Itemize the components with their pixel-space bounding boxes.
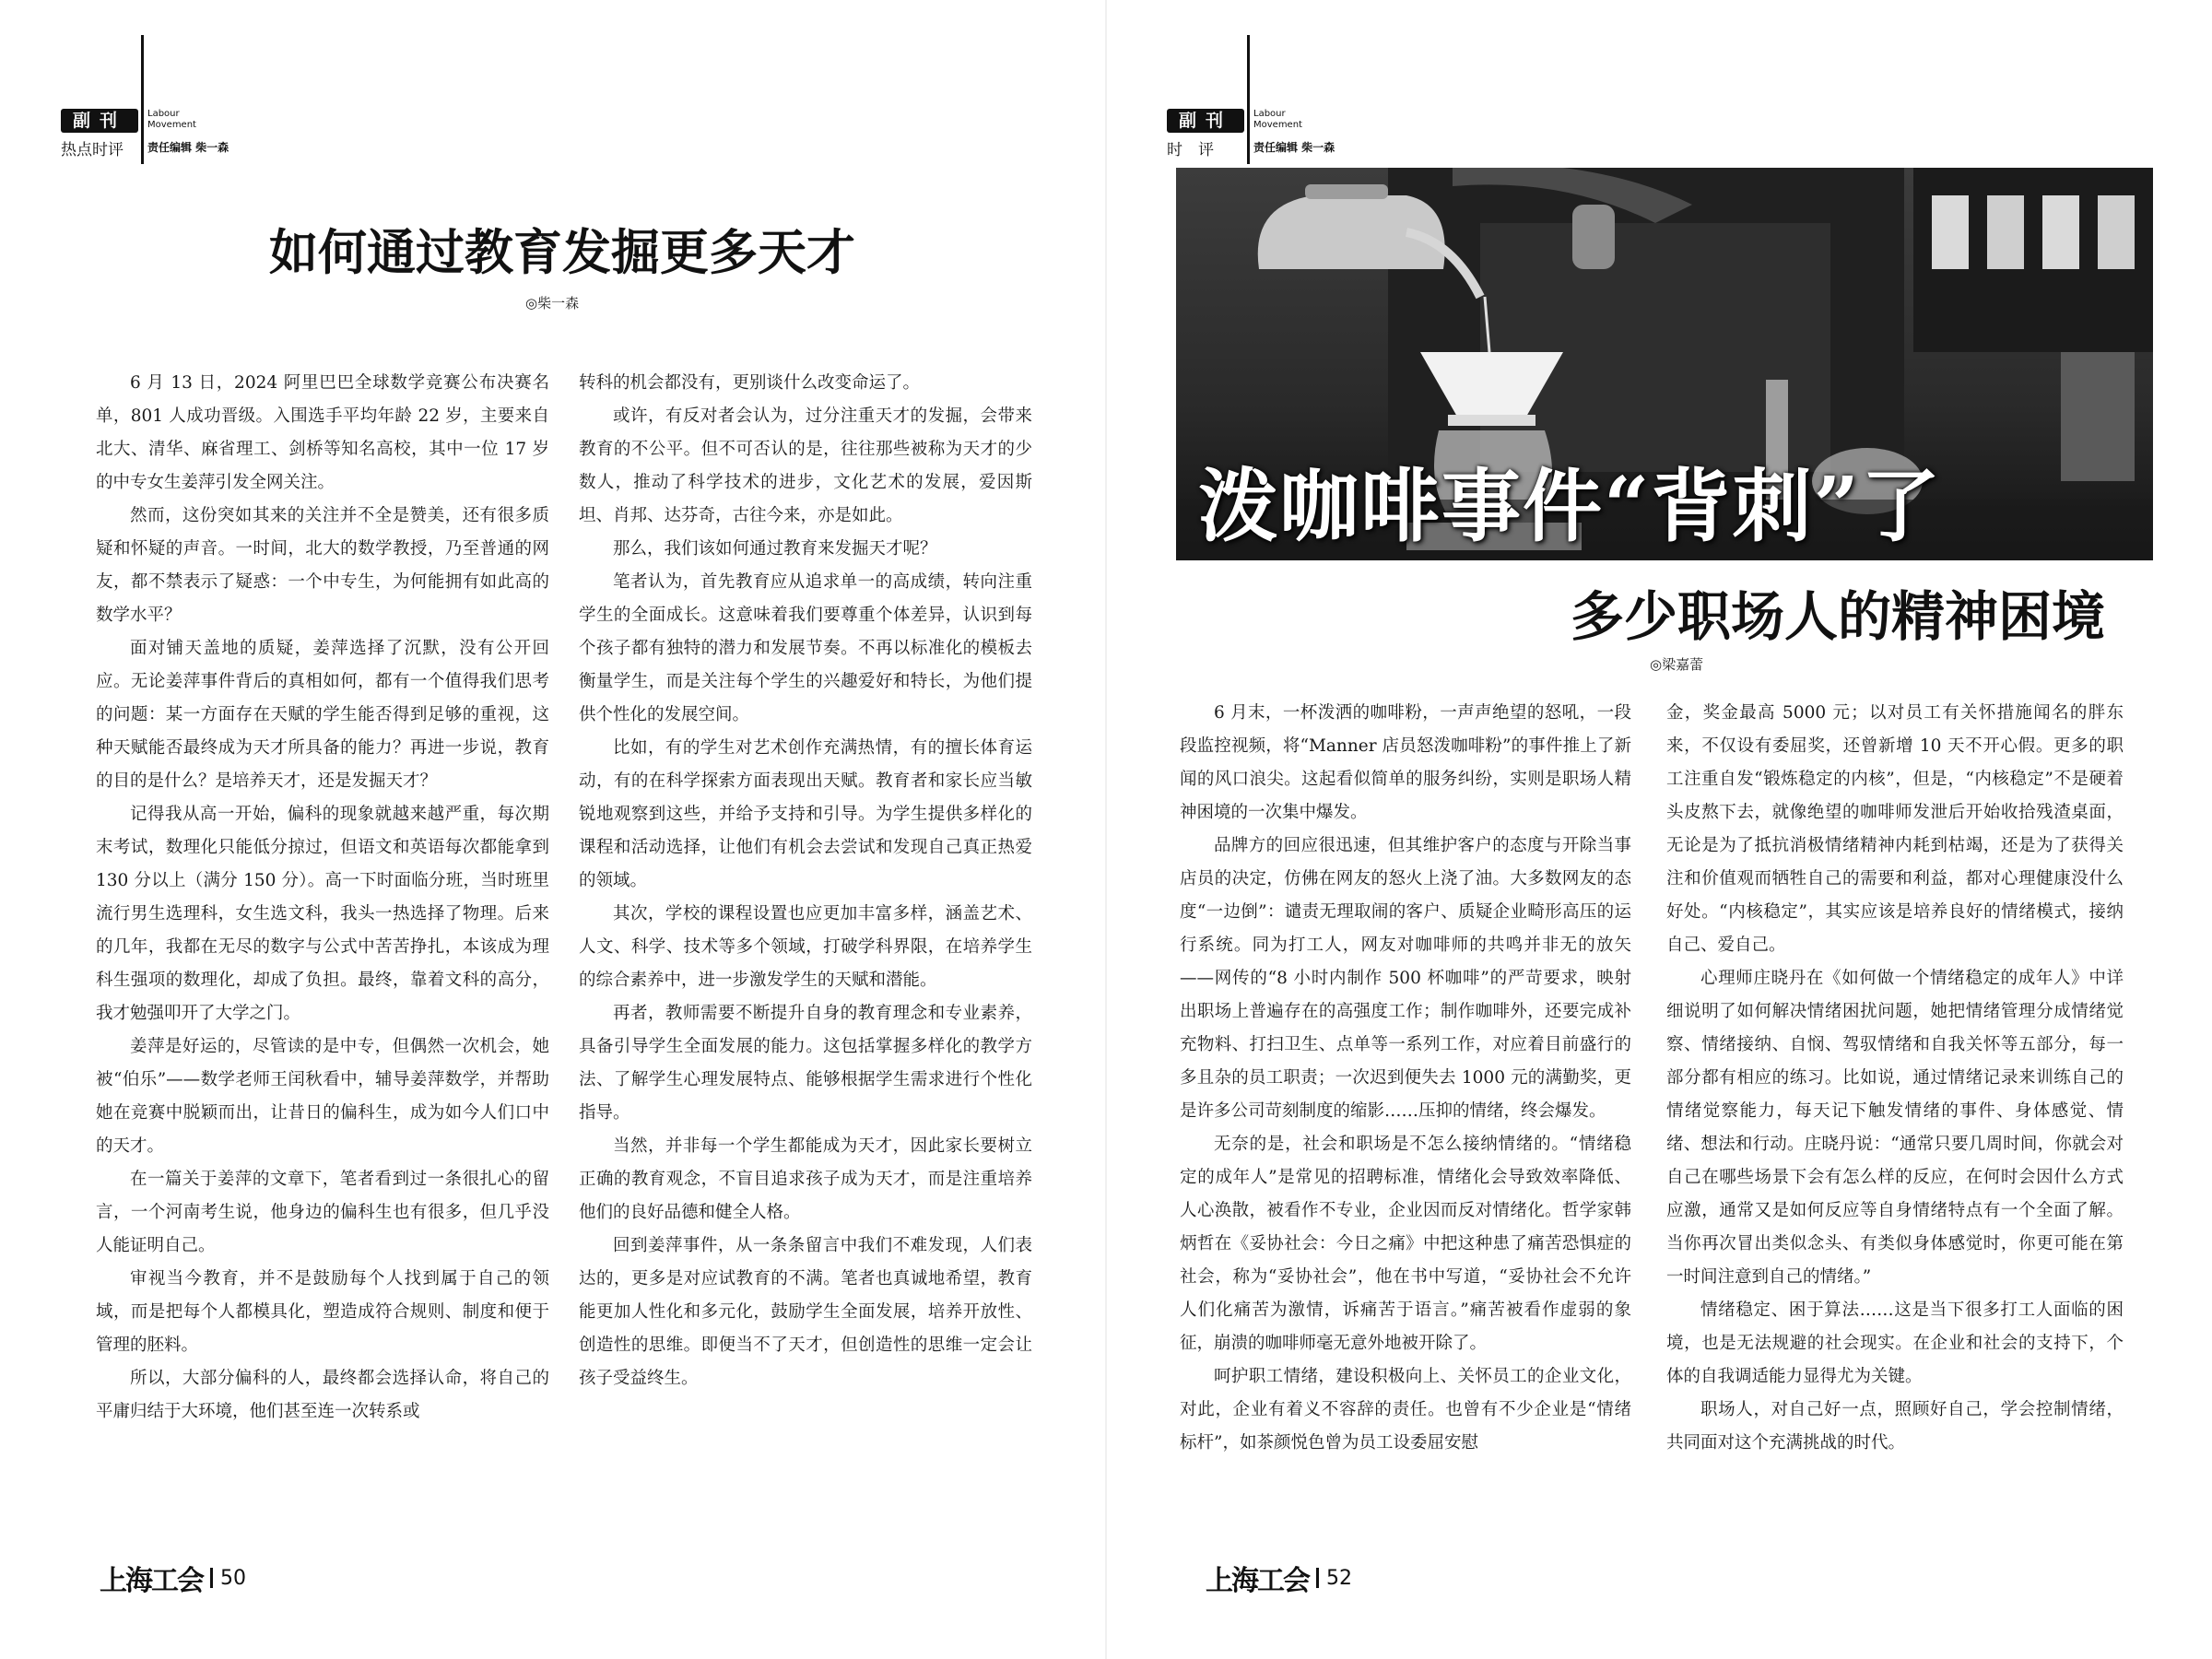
- paragraph: 其次，学校的课程设置也应更加丰富多样，涵盖艺术、人文、科学、技术等多个领域，打破学科界限，在培养学生的综合素养中，进一步激发学生的天赋和潜能。: [579, 904, 1032, 990]
- headline-overlay: 泼咖啡事件“背刺”了: [1198, 460, 1942, 553]
- header-en-line2: Movement: [147, 120, 196, 130]
- paragraph: 面对铺天盖地的质疑，姜萍选择了沉默，没有公开回应。无论姜萍事件背后的真相如何，都有一个值得我们思考的问题：某一方面存在天赋的学生能否得到足够的重视，这种天赋能否最终成为天才所具备的能力？再进一步说，教育的目的是什么？是培养天才，还是发掘天才？: [96, 639, 549, 791]
- section-badge: 副刊: [61, 109, 138, 133]
- byline: ◎梁嘉蕾: [1650, 656, 1704, 673]
- paragraph: 审视当今教育，并不是鼓励每个人找到属于自己的领域，而是把每个人都模具化，塑造成符合规则、制度和便于管理的胚料。: [96, 1269, 549, 1355]
- magazine-logo: 上海工会: [100, 1565, 203, 1597]
- paragraph: 那么，我们该如何通过教育来发掘天才呢？: [613, 539, 937, 559]
- section-badge: 副刊: [1167, 109, 1244, 133]
- article-title: 多少职场人的精神困境: [1571, 585, 2106, 648]
- section-name: 热点时评: [61, 141, 124, 159]
- paragraph: 或许，有反对者会认为，过分注重天才的发掘，会带来教育的不公平。但不可否认的是，往往那些被称为天才的少数人，推动了科学技术的进步，文化艺术的发展，爱因斯坦、肖邦、达芬奇，古往今来，亦是如此。: [579, 406, 1032, 525]
- editor-credit: 责任编辑 柴一森: [1253, 141, 1335, 154]
- paragraph: 6 月末，一杯泼洒的咖啡粉，一声声绝望的怒吼，一段段监控视频，将“Manner 店员怒泼咖啡粉”的事件推上了新闻的风口浪尖。这起看似简单的服务纠纷，实则是职场人精神困境的一次集中爆发。: [1180, 703, 1631, 822]
- paragraph: 当然，并非每一个学生都能成为天才，因此家长要树立正确的教育观念，不盲目追求孩子成为天才，而是注重培养他们的良好品德和健全人格。: [579, 1136, 1032, 1222]
- magazine-logo: 上海工会: [1206, 1565, 1309, 1597]
- article-column-2: [579, 367, 1032, 1489]
- header-en-line2: Movement: [1253, 120, 1302, 130]
- page-number: 52: [1326, 1566, 1352, 1590]
- right-page: [1106, 0, 2212, 1659]
- editor-credit: 责任编辑 柴一森: [147, 141, 229, 154]
- page-footer: [1206, 1558, 1352, 1598]
- header-rule: [141, 35, 144, 164]
- page-number: 50: [220, 1566, 246, 1590]
- byline: ◎柴一森: [525, 295, 580, 312]
- article-column-1: [96, 367, 549, 1489]
- paragraph: 再者，教师需要不断提升自身的教育理念和专业素养，具备引导学生全面发展的能力。这包括掌握多样化的教学方法、了解学生心理发展特点、能够根据学生需求进行个性化指导。: [579, 1004, 1032, 1123]
- paragraph: 情绪稳定、困于算法……这是当下很多打工人面临的困境，也是无法规避的社会现实。在企业和社会的支持下，个体的自我调适能力显得尤为关键。: [1666, 1300, 2124, 1386]
- article-column-2: [1666, 697, 2124, 1517]
- header-en-line1: Labour: [147, 109, 180, 119]
- header-en: [1253, 109, 1302, 131]
- paragraph: 无奈的是，社会和职场是不怎么接纳情绪的。“情绪稳定的成年人”是常见的招聘标准，情绪化会导致效率降低、人心涣散，被看作不专业，企业因而反对情绪化。哲学家韩炳哲在《妥协社会：今日之痛》中把这种患了痛苦恐惧症的社会，称为“妥协社会”，他在书中写道，“妥协社会不允许人们化痛苦为激情，诉痛苦于语言。”痛苦被看作虚弱的象征，崩溃的咖啡师毫无意外地被开除了。: [1180, 1135, 1631, 1353]
- paragraph: 然而，这份突如其来的关注并不全是赞美，还有很多质疑和怀疑的声音。一时间，北大的数学教授，乃至普通的网友，都不禁表示了疑惑：一个中专生，为何能拥有如此高的数学水平？: [96, 506, 549, 625]
- paragraph: 在一篇关于姜萍的文章下，笔者看到过一条很扎心的留言，一个河南考生说，他身边的偏科生也有很多，但几乎没人能证明自己。: [96, 1170, 549, 1255]
- header-en: [147, 109, 196, 131]
- page-footer: [100, 1558, 246, 1598]
- paragraph: 职场人，对自己好一点，照顾好自己，学会控制情绪，共同面对这个充满挑战的时代。: [1666, 1400, 2124, 1453]
- article-column-1: [1180, 697, 1631, 1517]
- paragraph: 姜萍是好运的，尽管读的是中专，但偶然一次机会，她被“伯乐”——数学老师王闰秋看中，辅导姜萍数学，并帮助她在竞赛中脱颖而出，让昔日的偏科生，成为如今人们口中的天才。: [96, 1037, 549, 1156]
- paragraph: 6 月 13 日，2024 阿里巴巴全球数学竞赛公布决赛名单，801 人成功晋级。入围选手平均年龄 22 岁，主要来自北大、清华、麻省理工、剑桥等知名高校，其中一位 17 岁的中专女生姜萍引发全网关注。: [96, 373, 549, 492]
- paragraph: 转科的机会都没有，更别谈什么改变命运了。: [579, 373, 921, 393]
- header-en-line1: Labour: [1253, 109, 1286, 119]
- header-rule: [1247, 35, 1250, 164]
- paragraph: 回到姜萍事件，从一条条留言中我们不难发现，人们表达的，更多是对应试教育的不满。笔者也真诚地希望，教育能更加人性化和多元化，鼓励学生全面发展，培养开放性、创造性的思维。即便当不了天才，但创造性的思维一定会让孩子受益终生。: [579, 1236, 1032, 1388]
- footer-divider: [1316, 1568, 1319, 1588]
- paragraph: 呵护职工情绪，建设积极向上、关怀员工的企业文化，对此，企业有着义不容辞的责任。也曾有不少企业是“情绪标杆”，如茶颜悦色曾为员工设委屈安慰: [1180, 1367, 1631, 1453]
- article-title: 如何通过教育发掘更多天才: [269, 224, 855, 281]
- section-name: 时 评: [1167, 141, 1214, 159]
- paragraph: 品牌方的回应很迅速，但其维护客户的态度与开除当事店员的决定，仿佛在网友的怒火上浇了油。大多数网友的态度“一边倒”：谴责无理取闹的客户、质疑企业畸形高压的运行系统。同为打工人，网友对咖啡师的共鸣并非无的放矢——网传的“8 小时内制作 500 杯咖啡”的严苛要求，映射出职场上普遍存在的高强度工作；制作咖啡外，还要完成补充物料、打扫卫生、点单等一系列工作，对应着目前盛行的多且杂的员工职责；一次迟到便失去 1000 元的满勤奖，更是许多公司苛刻制度的缩影……压抑的情绪，终会爆发。: [1180, 836, 1631, 1121]
- paragraph: 比如，有的学生对艺术创作充满热情，有的擅长体育运动，有的在科学探索方面表现出天赋。教育者和家长应当敏锐地观察到这些，并给予支持和引导。为学生提供多样化的课程和活动选择，让他们有机会去尝试和发现自己真正热爱的领域。: [579, 738, 1032, 890]
- paragraph: 心理师庄晓丹在《如何做一个情绪稳定的成年人》中详细说明了如何解决情绪困扰问题，她把情绪管理分成情绪觉察、情绪接纳、自悯、驾驭情绪和自我关怀等五部分，每一部分都有相应的练习。比如说，通过情绪记录来训练自己的情绪觉察能力，每天记下触发情绪的事件、身体感觉、情绪、想法和行动。庄晓丹说：“通常只要几周时间，你就会对自己在哪些场景下会有怎么样的反应，在何时会因什么方式应激，通常又是如何反应等自身情绪特点有一个全面了解。当你再次冒出类似念头、有类似身体感觉时，你更可能在第一时间注意到自己的情绪。”: [1666, 969, 2124, 1287]
- paragraph: 金，奖金最高 5000 元；以对员工有关怀措施闻名的胖东来，不仅设有委屈奖，还曾新增 10 天不开心假。更多的职工注重自发“锻炼稳定的内核”，但是，“内核稳定”不是硬着头皮熬下去，就像绝望的咖啡师发泄后开始收拾残渣桌面，无论是为了抵抗消极情绪精神内耗到枯竭，还是为了获得关注和价值观而牺牲自己的需要和利益，都对心理健康没什么好处。“内核稳定”，其实应该是培养良好的情绪模式，接纳自己、爱自己。: [1666, 703, 2124, 955]
- paragraph: 所以，大部分偏科的人，最终都会选择认命，将自己的平庸归结于大环境，他们甚至连一次转系或: [96, 1369, 549, 1421]
- footer-divider: [210, 1568, 213, 1588]
- paragraph: 记得我从高一开始，偏科的现象就越来越严重，每次期末考试，数理化只能低分掠过，但语文和英语每次都能拿到 130 分以上（满分 150 分）。高一下时面临分班，当时班里流行男生选理科，女生选文科，我头一热选择了物理。后来的几年，我都在无尽的数字与公式中苦苦挣扎，本该成为理科生强项的数理化，却成了负担。最终，靠着文科的高分，我才勉强叩开了大学之门。: [96, 805, 549, 1023]
- paragraph: 笔者认为，首先教育应从追求单一的高成绩，转向注重学生的全面成长。这意味着我们要尊重个体差异，认识到每个孩子都有独特的潜力和发展节奏。不再以标准化的模板去衡量学生，而是关注每个学生的兴趣爱好和特长，为他们提供个性化的发展空间。: [579, 572, 1032, 724]
